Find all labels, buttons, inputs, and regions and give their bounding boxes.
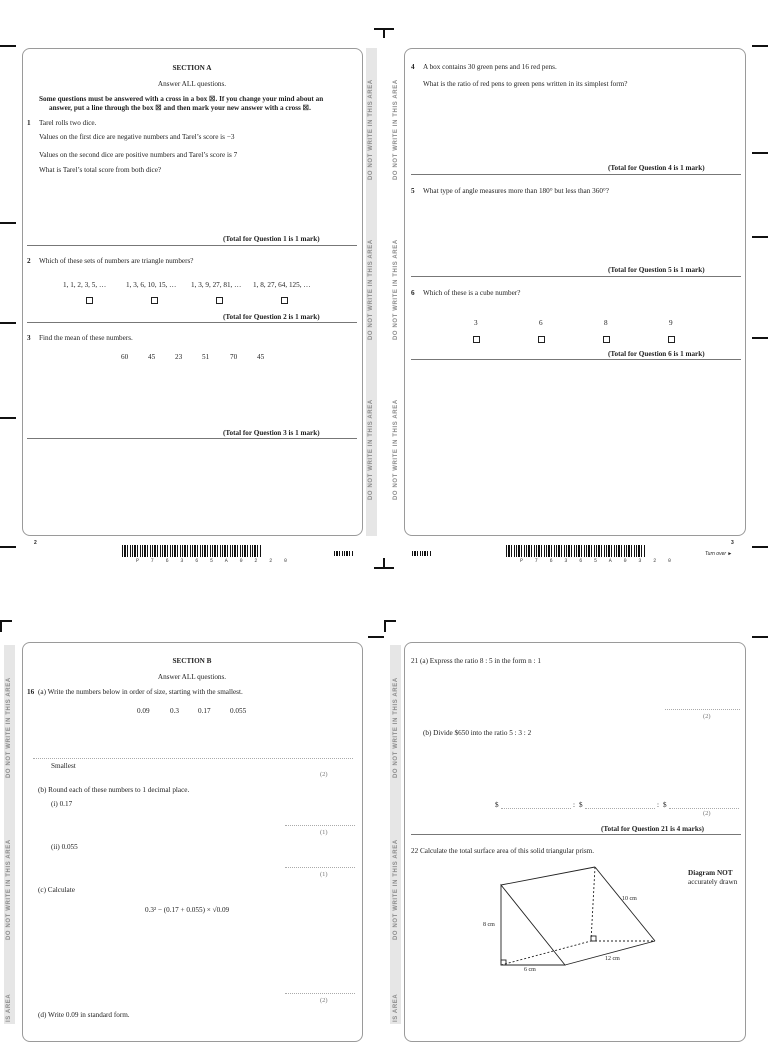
crop-mark: [0, 620, 12, 622]
marks: (2): [703, 713, 711, 720]
crop-mark: [0, 322, 16, 324]
answer-checkbox[interactable]: [603, 336, 610, 343]
answer-checkbox[interactable]: [281, 297, 288, 304]
expression: 0.3² − (0.17 + 0.055) × √0.09: [145, 906, 230, 914]
question-text: Which of these is a cube number?: [423, 289, 521, 297]
question-text: What type of angle measures more than 180° but less than 360°?: [423, 187, 609, 195]
question-total: (Total for Question 3 is 1 mark): [223, 429, 320, 437]
exam-page-3: [404, 48, 746, 536]
data-number: 0.3: [170, 707, 179, 715]
data-number: 45: [257, 353, 265, 361]
question-text: (ii) 0.055: [51, 843, 78, 851]
exam-page-q21: [404, 642, 746, 1042]
question-number: 1: [27, 119, 31, 127]
divider: [27, 245, 357, 246]
question-text: (a) Write the numbers below in order of size, starting with the smallest.: [38, 688, 243, 696]
answer-line: [665, 709, 740, 710]
data-number: 60: [121, 353, 129, 361]
divider: [411, 834, 741, 835]
question-total: (Total for Question 1 is 1 mark): [223, 235, 320, 243]
question-total: (Total for Question 2 is 1 mark): [223, 313, 320, 321]
question-text: Values on the first dice are negative numbers and Tarel’s score is −3: [39, 133, 235, 141]
page-number: 2: [34, 540, 37, 546]
margin-warning: DO NOT WRITE IN THIS AREA: [393, 79, 399, 180]
barcode: [122, 545, 262, 557]
crop-mark: [752, 636, 768, 638]
data-number: 0.09: [137, 707, 150, 715]
page-marker: [412, 551, 432, 556]
option-label: 1, 8, 27, 64, 125, …: [253, 281, 311, 289]
margin-warning: IS AREA: [6, 993, 12, 1022]
answer-line: [285, 867, 355, 868]
crop-mark: [0, 620, 2, 632]
question-text: (d) Write 0.09 in standard form.: [38, 1011, 130, 1019]
barcode-number: P 7 6 3 6 5 A 0 3 2 0: [520, 558, 676, 564]
data-number: 45: [148, 353, 156, 361]
divider: [27, 322, 357, 323]
question-text: Which of these sets of numbers are triangle numbers?: [39, 257, 194, 265]
margin-warning: DO NOT WRITE IN THIS AREA: [368, 239, 374, 340]
question-text: Tarel rolls two dice.: [39, 119, 97, 127]
cross-note-1: Some questions must be answered with a cross in a box ☒. If you change your mind about an: [39, 95, 324, 103]
instruction: Answer ALL questions.: [157, 80, 227, 88]
crop-mark: [0, 417, 16, 419]
answer-checkbox[interactable]: [216, 297, 223, 304]
question-number: 4: [411, 63, 415, 71]
question-text: 21 (a) Express the ratio 8 : 5 in the form n : 1: [411, 657, 541, 665]
margin-warning: DO NOT WRITE IN THIS AREA: [393, 677, 399, 778]
margin-warning: DO NOT WRITE IN THIS AREA: [393, 839, 399, 940]
margin-warning: DO NOT WRITE IN THIS AREA: [368, 399, 374, 500]
crop-mark: [0, 45, 16, 47]
section-heading: SECTION A: [172, 64, 212, 72]
crop-mark: [752, 546, 768, 548]
dimension-label: 6 cm: [524, 967, 536, 973]
margin-warning: DO NOT WRITE IN THIS AREA: [368, 79, 374, 180]
crop-mark: [0, 222, 16, 224]
ratio-separator: :: [573, 801, 575, 809]
crop-mark: [752, 337, 768, 339]
question-number: 6: [411, 289, 415, 297]
currency-label: $: [579, 801, 583, 809]
question-text: What is the ratio of red pens to green pens written in its simplest form?: [423, 80, 628, 88]
data-number: 70: [230, 353, 238, 361]
data-number: 0.17: [198, 707, 211, 715]
answer-checkbox[interactable]: [86, 297, 93, 304]
answer-line: [501, 808, 571, 809]
currency-label: $: [495, 801, 499, 809]
exam-page-section-b: [22, 642, 363, 1042]
crop-mark: [752, 152, 768, 154]
question-number: 16: [27, 688, 35, 696]
question-number: 5: [411, 187, 415, 195]
answer-checkbox[interactable]: [538, 336, 545, 343]
option-label: 1, 1, 2, 3, 5, …: [63, 281, 107, 289]
margin-warning: DO NOT WRITE IN THIS AREA: [393, 239, 399, 340]
crop-mark: [383, 28, 385, 38]
question-text: (i) 0.17: [51, 800, 73, 808]
question-text: (c) Calculate: [38, 886, 75, 894]
crop-mark: [752, 236, 768, 238]
answer-line: [285, 993, 355, 994]
data-number: 23: [175, 353, 183, 361]
section-heading: SECTION B: [172, 657, 212, 665]
crop-mark: [368, 636, 384, 638]
margin-warning: DO NOT WRITE IN THIS AREA: [6, 839, 12, 940]
answer-line: [285, 825, 355, 826]
page-number: 3: [731, 540, 734, 546]
question-number: 2: [27, 257, 31, 265]
answer-line: [669, 808, 739, 809]
question-text: Find the mean of these numbers.: [39, 334, 133, 342]
crop-mark: [752, 45, 768, 47]
answer-label: Smallest: [51, 762, 76, 770]
divider: [411, 174, 741, 175]
question-number: 3: [27, 334, 31, 342]
data-number: 51: [202, 353, 210, 361]
data-number: 0.055: [230, 707, 247, 715]
marks: (2): [320, 771, 328, 778]
question-total: (Total for Question 6 is 1 mark): [608, 350, 705, 358]
answer-checkbox[interactable]: [668, 336, 675, 343]
crop-mark: [383, 558, 385, 568]
page-marker: [334, 551, 354, 556]
divider: [27, 438, 357, 439]
question-total: (Total for Question 4 is 1 mark): [608, 164, 705, 172]
marks: (2): [703, 810, 711, 817]
answer-line: [33, 758, 353, 759]
turn-over-label: Turn over ►: [705, 551, 733, 557]
triangular-prism-diagram: [495, 865, 665, 975]
marks: (1): [320, 829, 328, 836]
option-label: 8: [604, 319, 608, 327]
currency-label: $: [663, 801, 667, 809]
dimension-label: 8 cm: [483, 922, 495, 928]
dimension-label: 10 cm: [622, 896, 637, 902]
question-total: (Total for Question 5 is 1 mark): [608, 266, 705, 274]
option-label: 6: [539, 319, 543, 327]
option-label: 9: [669, 319, 673, 327]
cross-note-2: answer, put a line through the box ☒ and then mark your new answer with a cross ☒.: [49, 104, 311, 112]
marks: (2): [320, 997, 328, 1004]
question-text: (b) Divide $650 into the ratio 5 : 3 : 2: [423, 729, 532, 737]
exam-page-2: [22, 48, 363, 536]
answer-checkbox[interactable]: [473, 336, 480, 343]
diagram-note: accurately drawn: [688, 878, 738, 886]
dimension-label: 12 cm: [605, 956, 620, 962]
answer-checkbox[interactable]: [151, 297, 158, 304]
question-text: 22 Calculate the total surface area of this solid triangular prism.: [411, 847, 595, 855]
crop-mark: [384, 620, 396, 622]
answer-line: [585, 808, 655, 809]
instruction: Answer ALL questions.: [157, 673, 227, 681]
option-label: 1, 3, 9, 27, 81, …: [191, 281, 242, 289]
divider: [411, 276, 741, 277]
option-label: 1, 3, 6, 10, 15, …: [126, 281, 177, 289]
margin-warning: DO NOT WRITE IN THIS AREA: [6, 677, 12, 778]
crop-mark: [384, 620, 386, 632]
option-label: 3: [474, 319, 478, 327]
marks: (1): [320, 871, 328, 878]
diagram-note: Diagram NOT: [688, 869, 733, 877]
question-total: (Total for Question 21 is 4 marks): [601, 825, 705, 833]
barcode: [506, 545, 646, 557]
question-text: A box contains 30 green pens and 16 red pens.: [423, 63, 557, 71]
divider: [411, 359, 741, 360]
crop-mark: [0, 546, 16, 548]
ratio-separator: :: [657, 801, 659, 809]
margin-warning: IS AREA: [393, 993, 399, 1022]
question-text: (b) Round each of these numbers to 1 decimal place.: [38, 786, 190, 794]
margin-warning: DO NOT WRITE IN THIS AREA: [393, 399, 399, 500]
barcode-number: P 7 6 3 6 5 A 0 2 2 0: [136, 558, 292, 564]
question-text: Values on the second dice are positive numbers and Tarel’s score is 7: [39, 151, 238, 159]
question-text: What is Tarel’s total score from both dice?: [39, 166, 162, 174]
